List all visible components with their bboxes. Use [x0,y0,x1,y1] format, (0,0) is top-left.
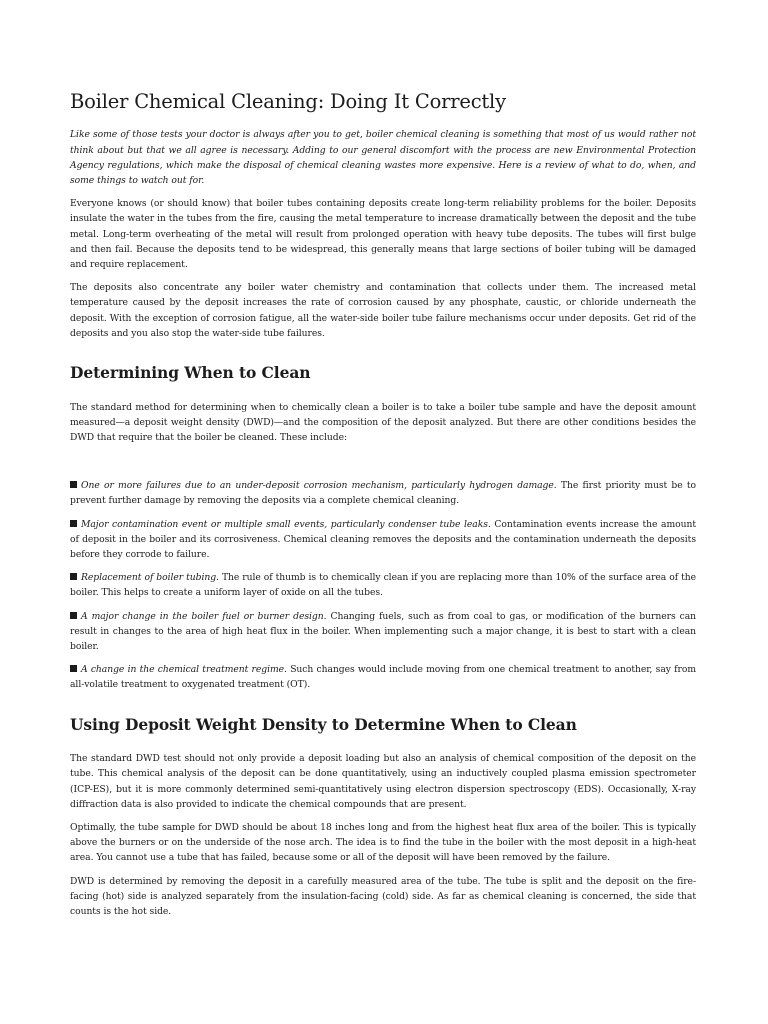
bullet-item [70,517,696,563]
bullet-text: The first priority must be to prevent further damage by removing the deposits via a complete chemical cleaning. [70,480,696,507]
square-bullet-icon [70,481,77,488]
bullet-item [70,570,696,600]
article [70,90,696,927]
bullet-text: Changing fuels, such as from coal to gas, or modification of the burners can result in changes to the area of high heat flux in the boiler. When implementing such a major change, it is best to start with a clean boiler. [70,610,696,653]
bullet-lead: A change in the chemical treatment regime. [81,664,287,676]
square-bullet-icon [70,612,77,619]
body-paragraph: Everyone knows (or should know) that boiler tubes containing deposits create long-term reliability problems for the boiler. Deposits insulate the water in the tubes from the fire, causing the metal temperature to increase dramatically between the deposit and the tube metal. Long-term overheating of the metal will result from prolonged operation with heavy tube deposits. The tubes will first bulge and then fail. Because the deposits tend to be widespread, this generally means that large sections of boiler tubing will be damaged and require replacement. [70,198,696,271]
section-paragraph: Optimally, the tube sample for DWD should be about 18 inches long and from the highest heat flux area of the boiler. This is typically above the burners or on the underside of the nose arch. The idea is to find the tube in the boiler with the most deposit in a high-heat area. You cannot use a tube that has failed, because some or all of the deposit will have been removed by the failure. [70,822,696,864]
bullet-item [70,609,696,655]
square-bullet-icon [70,520,77,527]
section-determining-when-to-clean [70,364,696,693]
intro-paragraph: Like some of those tests your doctor is always after you to get, boiler chemical cleaning is something that most of us would rather not think about but that we all agree is necessary. Adding to our general discomfort with the process are new Environmental Protection Agency regulations, which make the disposal of chemical cleaning wastes more expensive. Here is a review of what to do, when, and some things to watch out for. [70,129,696,186]
bullet-list [70,478,696,692]
section-paragraph: The standard method for determining when to chemically clean a boiler is to take a boiler tube sample and have the deposit amount measured—a deposit weight density (DWD)—and the composition of the deposit analyzed. But there are other conditions besides the DWD that require that the boiler be cleaned. These include: [70,401,696,444]
square-bullet-icon [70,665,77,672]
section-heading: Using Deposit Weight Density to Determine When to Clean [70,714,577,734]
body-paragraph: The deposits also concentrate any boiler water chemistry and contamination that collects under them. The increased metal temperature caused by the deposit increases the rate of corrosion caused by any phosphate, caustic, or chloride underneath the deposit. With the exception of corrosion fatigue, all the water-side boiler tube failure mechanisms occur under deposits. Get rid of the deposits and you also stop the water-side tube failures. [70,282,696,339]
bullet-lead: A major change in the boiler fuel or burner design. [81,610,327,622]
bullet-text: The rule of thumb is to chemically clean if you are replacing more than 10% of the surface area of the boiler. This helps to create a uniform layer of oxide on all the tubes. [70,572,696,599]
bullet-lead: Replacement of boiler tubing. [81,572,219,584]
bullet-lead: Major contamination event or multiple small events, particularly condenser tube leaks. [81,518,491,530]
article-title: Boiler Chemical Cleaning: Doing It Correctly [70,90,506,113]
bullet-item [70,662,696,692]
section-using-dwd [70,716,696,920]
bullet-item [70,478,696,508]
bullet-lead: One or more failures due to an under-deposit corrosion mechanism, particularly hydrogen damage. [81,480,557,492]
section-paragraph: DWD is determined by removing the deposit in a carefully measured area of the tube. The tube is split and the deposit on the fire-facing (hot) side is analyzed separately from the insulation-facing (cold) side. As far as chemical cleaning is concerned, the side that counts is the hot side. [70,875,696,918]
square-bullet-icon [70,573,77,580]
bullet-text: Contamination events increase the amount of deposit in the boiler and its corrosiveness. Chemical cleaning removes the deposits and the contamination underneath the deposits before they corrode to failure. [70,518,696,561]
bullet-text: Such changes would include moving from one chemical treatment to another, say from all-volatile treatment to oxygenated treatment (OT). [70,664,696,691]
section-heading: Determining When to Clean [70,363,311,383]
section-paragraph: The standard DWD test should not only provide a deposit loading but also an analysis of chemical composition of the deposit on the tube. This chemical analysis of the deposit can be done quantitatively, using an inductively coupled plasma emission spectrometer (ICP-ES), but it is more commonly determined semi-quantitatively using electron dispersion spectroscopy (EDS). Occasionally, X-ray diffraction data is also provided to indicate the chemical compounds that are present. [70,753,696,810]
